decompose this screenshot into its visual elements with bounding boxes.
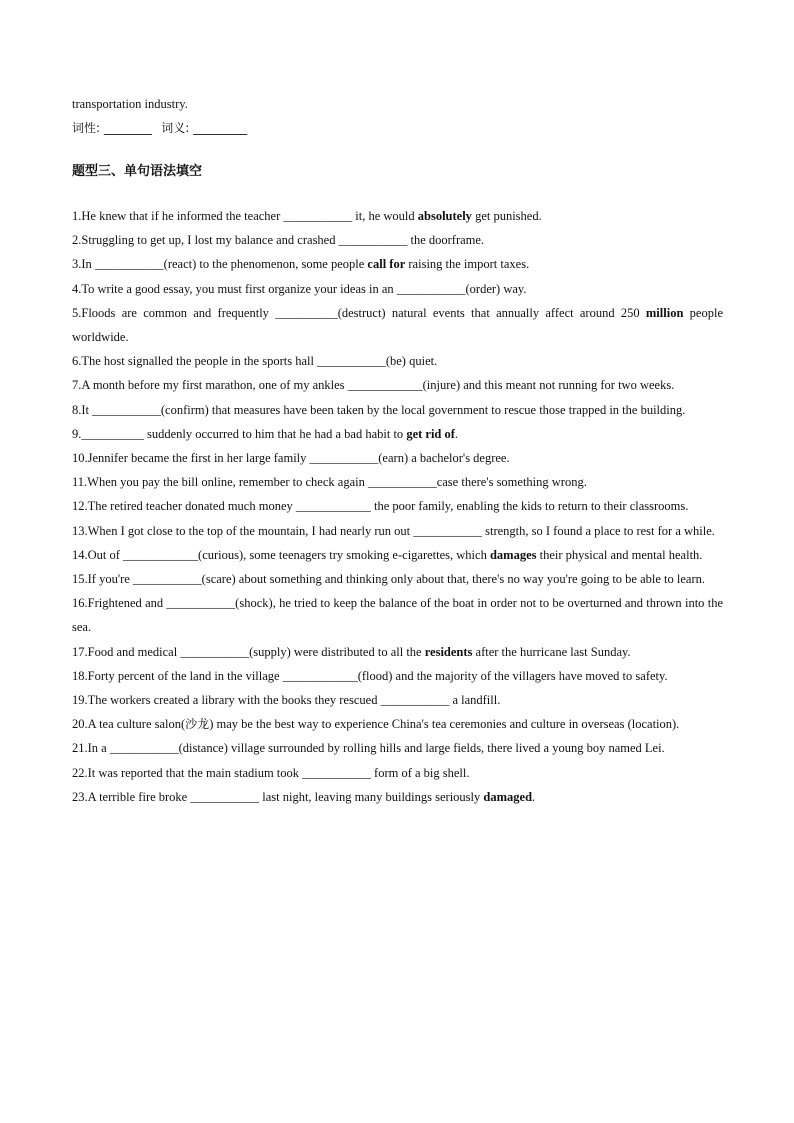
question-item bbox=[72, 349, 723, 373]
question-item bbox=[72, 301, 723, 349]
question-text: 沙龙 bbox=[185, 717, 210, 732]
bold-keyword: million bbox=[645, 305, 684, 320]
question-text: 23.A terrible fire broke ___________ last night, leaving many buildings seriously bbox=[72, 789, 484, 804]
question-text: 6.The host signalled the people in the sports hall ___________(be) quiet. bbox=[72, 354, 438, 369]
bold-keyword: damaged bbox=[483, 789, 533, 804]
question-text: . bbox=[532, 789, 536, 804]
question-item bbox=[72, 688, 723, 712]
question-text: 4.To write a good essay, you must first organize your ideas in an ___________(order) way. bbox=[72, 281, 527, 296]
question-text: 10.Jennifer became the first in her large family ___________(earn) a bachelor's degree. bbox=[72, 451, 510, 466]
question-text: 16.Frightened and ___________(shock), he tried to keep the balance of the boat in order not to be overturned and thrown into the sea. bbox=[72, 596, 723, 635]
question-text: 11.When you pay the bill online, remember to check again ___________case there's something wrong. bbox=[72, 475, 587, 490]
question-item bbox=[72, 228, 723, 252]
question-item bbox=[72, 446, 723, 470]
question-text: 3.In ___________(react) to the phenomenon, some people bbox=[72, 257, 368, 272]
question-item bbox=[72, 712, 723, 736]
question-text: 8.It ___________(confirm) that measures have been taken by the local government to rescue those trapped in the building. bbox=[72, 402, 686, 417]
bold-keyword: absolutely bbox=[417, 209, 472, 223]
question-text: 19.The workers created a library with the books they rescued ___________ a landfill. bbox=[72, 693, 501, 708]
question-text: people worldwide. bbox=[72, 305, 723, 345]
question-text: 7.A month before my first marathon, one of my ankles ____________(injure) and this meant not running for two weeks. bbox=[72, 378, 675, 393]
question-item bbox=[72, 785, 723, 809]
question-text: 17.Food and medical ___________(supply) were distributed to all the bbox=[72, 644, 425, 659]
worksheet-page bbox=[72, 92, 723, 809]
question-item bbox=[72, 398, 723, 422]
question-text: 1.He knew that if he informed the teacher ___________ it, he would bbox=[72, 209, 418, 223]
question-text: 9.__________ suddenly occurred to him that he had a bad habit to bbox=[72, 426, 407, 441]
question-item bbox=[72, 640, 723, 664]
question-text: 12.The retired teacher donated much money ____________ the poor family, enabling the kids to return to their classrooms. bbox=[72, 499, 689, 514]
question-item bbox=[72, 761, 723, 785]
intro-carry-text: transportation industry. bbox=[72, 97, 188, 111]
question-item bbox=[72, 470, 723, 494]
question-item bbox=[72, 252, 723, 276]
question-item bbox=[72, 277, 723, 301]
question-item bbox=[72, 736, 723, 760]
bold-keyword: damages bbox=[489, 547, 537, 562]
bold-keyword: call for bbox=[367, 257, 406, 272]
question-item bbox=[72, 664, 723, 688]
question-item bbox=[72, 567, 723, 591]
question-text: . bbox=[454, 426, 459, 441]
question-item bbox=[72, 494, 723, 518]
question-text: 14.Out of ____________(curious), some teenagers try smoking e-cigarettes, which bbox=[72, 547, 490, 562]
question-item bbox=[72, 373, 723, 397]
part-of-speech-label: 词性: ________ bbox=[72, 121, 152, 135]
intro-fill-line bbox=[72, 116, 723, 140]
question-text: 5.Floods are common and frequently __________(destruct) natural events that annually affect around 250 bbox=[72, 305, 646, 320]
question-item bbox=[72, 591, 723, 639]
question-text: their physical and mental health. bbox=[536, 547, 703, 562]
question-text: 15.If you're ___________(scare) about something and thinking only about that, there's no way you're going to be able to learn. bbox=[72, 572, 705, 587]
question-text: raising the import taxes. bbox=[405, 257, 530, 272]
question-item bbox=[72, 543, 723, 567]
question-text: 20.A tea culture salon( bbox=[72, 717, 186, 732]
question-text: 2.Struggling to get up, I lost my balance and crashed ___________ the doorframe. bbox=[72, 233, 485, 248]
question-item bbox=[72, 422, 723, 446]
question-text: get punished. bbox=[471, 209, 542, 223]
question-text: ) may be the best way to experience China's tea ceremonies and culture in overseas (location). bbox=[209, 717, 680, 732]
section-title: 题型三、单句语法填空 bbox=[72, 164, 203, 179]
question-list bbox=[72, 204, 723, 809]
question-item bbox=[72, 519, 723, 543]
bold-keyword: get rid of bbox=[406, 426, 455, 441]
meaning-label: 词义: _________ bbox=[161, 121, 248, 135]
question-text: 13.When I got close to the top of the mountain, I had nearly run out ___________ strength, so I found a place to rest for a while. bbox=[72, 523, 715, 538]
question-text: 18.Forty percent of the land in the village ____________(flood) and the majority of the villagers have moved to safety. bbox=[72, 668, 668, 683]
question-item bbox=[72, 204, 723, 228]
bold-keyword: residents bbox=[424, 644, 473, 659]
question-text: after the hurricane last Sunday. bbox=[472, 644, 631, 659]
question-text: 21.In a ___________(distance) village surrounded by rolling hills and large fields, there lived a young boy named Lei. bbox=[72, 741, 665, 756]
question-text: 22.It was reported that the main stadium took ___________ form of a big shell. bbox=[72, 765, 470, 780]
